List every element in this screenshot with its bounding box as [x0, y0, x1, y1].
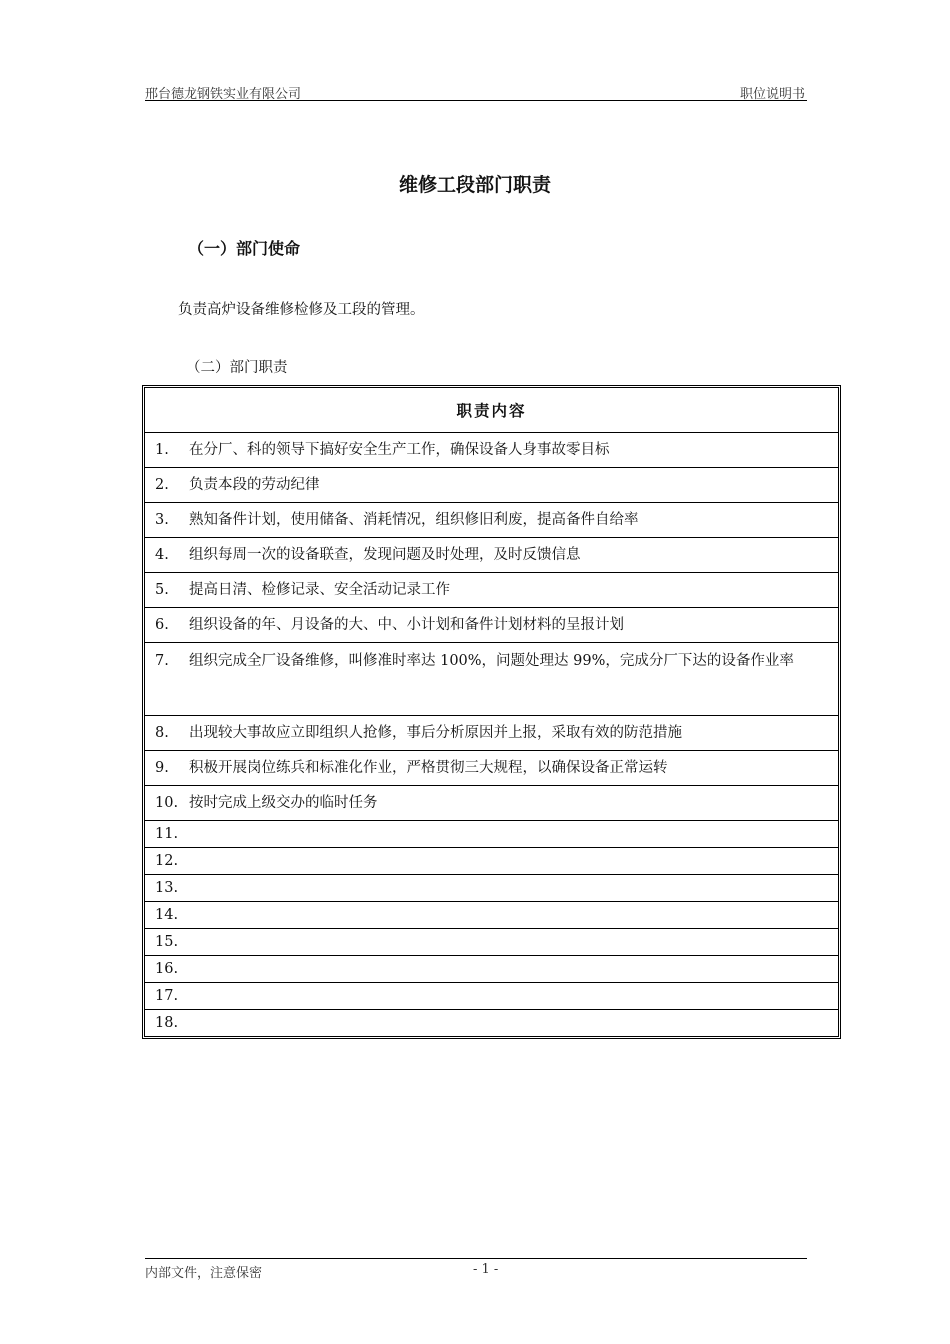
table-row — [145, 538, 838, 573]
table-row — [145, 608, 838, 643]
row-number: 6. — [155, 617, 169, 633]
table-row — [145, 902, 838, 929]
row-text: 组织设备的年、月设备的大、中、小计划和备件计划材料的呈报计划 — [189, 617, 624, 633]
section-mission-heading: （一）部门使命 — [188, 239, 301, 258]
page-number: - 1 - — [473, 1262, 499, 1277]
table-row — [145, 573, 838, 608]
row-text: 在分厂、科的领导下搞好安全生产工作，确保设备人身事故零目标 — [189, 442, 610, 458]
section-duties-heading: （二）部门职责 — [186, 360, 288, 376]
row-number: 8. — [155, 725, 169, 741]
table-row — [145, 468, 838, 503]
table-row — [145, 929, 838, 956]
document-type: 职位说明书 — [739, 87, 805, 102]
row-number: 14. — [155, 907, 179, 923]
row-text: 按时完成上级交办的临时任务 — [189, 795, 378, 811]
table-row — [145, 433, 838, 468]
row-number: 4. — [155, 547, 169, 563]
row-number: 16. — [155, 961, 179, 977]
row-number: 11. — [155, 826, 179, 842]
row-number: 15. — [155, 934, 179, 950]
table-row — [145, 751, 838, 786]
row-number: 17. — [155, 988, 179, 1004]
row-number: 12. — [155, 853, 179, 869]
row-number: 7. — [155, 653, 169, 669]
table-row — [145, 716, 838, 751]
table-row — [145, 875, 838, 902]
table-row — [145, 956, 838, 983]
row-number: 13. — [155, 880, 179, 896]
row-number: 5. — [155, 582, 169, 598]
row-text: 出现较大事故应立即组织人抢修，事后分析原因并上报，采取有效的防范措施 — [189, 725, 682, 741]
table-row — [145, 786, 838, 821]
duties-table — [142, 385, 841, 1039]
table-row — [145, 1010, 838, 1037]
row-text: 负责本段的劳动纪律 — [189, 477, 320, 493]
table-header: 职责内容 — [145, 388, 838, 433]
row-text: 组织完成全厂设备维修，叫修准时率达 100%，问题处理达 99%，完成分厂下达的设备作业率 — [189, 653, 794, 669]
row-text: 熟知备件计划，使用储备、消耗情况，组织修旧利废，提高备件自给率 — [189, 512, 639, 528]
row-number: 1. — [155, 442, 169, 458]
page-footer — [145, 1258, 807, 1279]
confidential-note: 内部文件，注意保密 — [145, 1266, 263, 1281]
row-text: 组织每周一次的设备联查，发现问题及时处理，及时反馈信息 — [189, 547, 581, 563]
page-header — [145, 80, 807, 101]
row-number: 10. — [155, 795, 179, 811]
table-row — [145, 848, 838, 875]
row-text: 提高日清、检修记录、安全活动记录工作 — [189, 582, 450, 598]
row-number: 18. — [155, 1015, 179, 1031]
page-title: 维修工段部门职责 — [398, 174, 551, 196]
table-row — [145, 503, 838, 538]
row-text: 积极开展岗位练兵和标准化作业，严格贯彻三大规程，以确保设备正常运转 — [189, 760, 668, 776]
company-name: 邢台德龙钢铁实业有限公司 — [145, 87, 302, 102]
table-row — [145, 983, 838, 1010]
table-row — [145, 821, 838, 848]
mission-text: 负责高炉设备维修检修及工段的管理。 — [178, 302, 425, 318]
row-number: 9. — [155, 760, 169, 776]
row-number: 2. — [155, 477, 169, 493]
row-number: 3. — [155, 512, 169, 528]
table-row — [145, 643, 838, 716]
